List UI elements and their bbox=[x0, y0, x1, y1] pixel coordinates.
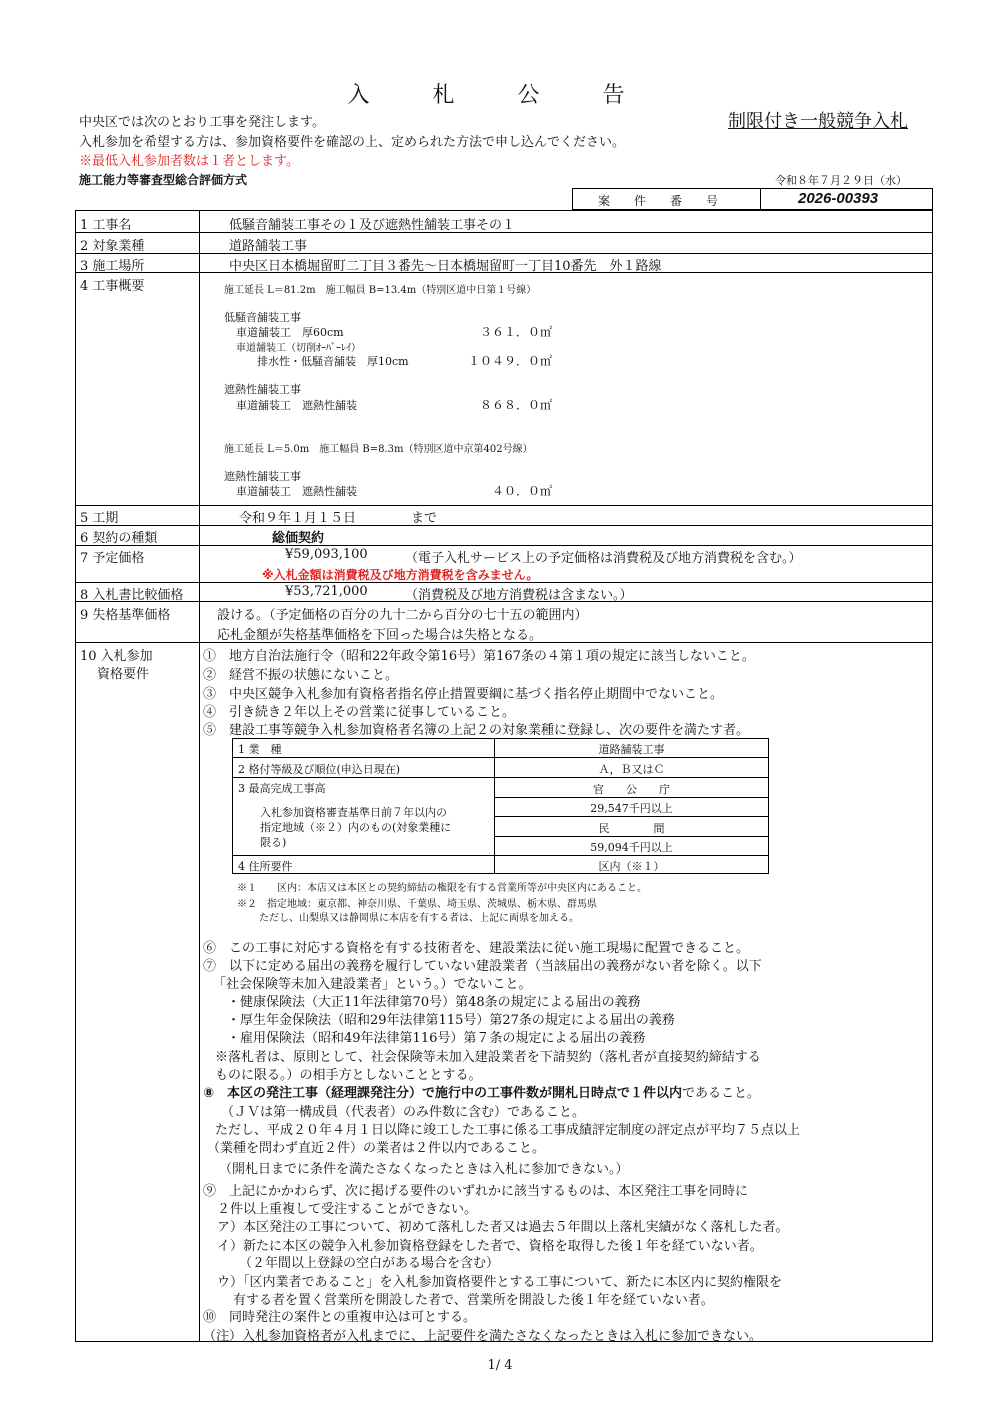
requirement-item: ④ 引き続き２年以上その営業に従事していること。 bbox=[203, 705, 516, 720]
overview-line: 車道舗装工 遮熱性舗装 bbox=[236, 399, 357, 412]
requirement-item: ものに限る。）の相手方としないこととする。 bbox=[215, 1068, 482, 1083]
page-number: 1/ 4 bbox=[487, 1358, 513, 1373]
row-label-disqualification: 9 失格基準価格 bbox=[80, 608, 171, 623]
overview-line: 車道舗装工（切削ｵｰﾊﾞｰﾚｲ） bbox=[236, 343, 361, 354]
requirement-item: ⑥ この工事に対応する資格を有する技術者を、建設業法に従い施工現場に配置できること。 bbox=[203, 941, 750, 956]
comparison-price-note: （消費税及び地方消費税は含まない。） bbox=[405, 588, 633, 603]
requirement-item: ウ）「区内業者であること」を入札参加資格要件とする工事について、新たに本区内に契約権限を bbox=[217, 1275, 782, 1290]
requirement-item: （注）入札参加資格者が入札までに、上記要件を満たさなくなったときは入札に参加できない。 bbox=[203, 1329, 763, 1344]
period-suffix: まで bbox=[411, 511, 438, 526]
bid-type: 制限付き一般競争入札 bbox=[728, 111, 908, 132]
disqualification-line-2: 応札金額が失格基準価格を下回った場合は失格となる。 bbox=[217, 628, 543, 643]
evaluation-method: 施工能力等審査型総合評価方式 bbox=[79, 173, 248, 187]
row-label-qualification-2: 資格要件 bbox=[97, 667, 150, 682]
overview-qty: ８６８．０㎡ bbox=[480, 398, 553, 412]
overview-line: 排水性・低騒音舗装 厚10cm bbox=[257, 355, 409, 368]
overview-line: 施工延長 L＝81.2m 施工幅員 B=13.4m（特別区道中日第１号線） bbox=[224, 285, 537, 296]
overview-line: 車道舗装工 遮熱性舗装 bbox=[236, 485, 357, 498]
qual-cell: 3 最高完成工事高 bbox=[238, 782, 326, 795]
industry: 道路舗装工事 bbox=[229, 239, 308, 254]
case-number-value: 2026-00393 bbox=[798, 190, 879, 207]
overview-qty: ３６１．０㎡ bbox=[480, 325, 553, 339]
requirement-item: ・健康保険法（大正11年法律第70号）第48条の規定による届出の義務 bbox=[227, 995, 641, 1010]
intro-line-2: 入札参加を希望する方は、参加資格要件を確認の上、定められた方法で申し込んでください。 bbox=[79, 135, 626, 150]
comparison-price: ¥53,721,000 bbox=[285, 584, 368, 599]
requirement-item: イ）新たに本区の競争入札参加資格登録をした者で、資格を取得した後１年を経ていない者。 bbox=[217, 1239, 763, 1254]
requirement-item: ⑦ 以下に定める届出の義務を履行していない建設業者（当該届出の義務がない者を除く。以下 bbox=[203, 959, 762, 974]
intro-note: ※最低入札参加者数は１者とします。 bbox=[79, 154, 299, 169]
requirement-item: 有する者を置く営業所を開設した者で、営業所を開設した後１年を経ていない者。 bbox=[233, 1293, 714, 1308]
qual-value: 29,547千円以上 bbox=[590, 802, 673, 815]
qual-note: ただし、山梨県又は静岡県に本店を有する者は、上記に両県を加える。 bbox=[259, 913, 579, 924]
requirement-item: 「社会保険等未加入建設業者」という。）でないこと。 bbox=[213, 977, 532, 992]
qual-note: ※２ 指定地域：東京都、神奈川県、千葉県、埼玉県、茨城県、栃木県、群馬県 bbox=[237, 899, 597, 910]
requirement-item: ・雇用保険法（昭和49年法律第116号）第７条の規定による届出の義務 bbox=[227, 1031, 646, 1046]
overview-line: 施工延長 L＝5.0m 施工幅員 B=8.3m（特別区道中京第402号線） bbox=[224, 444, 533, 455]
row-label-comparison-price: 8 入札書比較価格 bbox=[80, 588, 184, 603]
requirement-item: ⑨ 上記にかかわらず、次に掲げる要件のいずれかに該当するものは、本区発注工事を同時に bbox=[203, 1184, 748, 1199]
overview-line: 遮熱性舗装工事 bbox=[224, 470, 301, 483]
row-label-industry: 2 対象業種 bbox=[80, 239, 145, 254]
overview-qty: １０４９．０㎡ bbox=[468, 354, 553, 368]
contract-type: 総価契約 bbox=[272, 531, 325, 546]
row-label-overview: 4 工事概要 bbox=[80, 279, 145, 294]
location: 中央区日本橋堀留町二丁目３番先～日本橋堀留町一丁目10番先 外１路線 bbox=[229, 259, 662, 274]
requirement-item: ・厚生年金保険法（昭和29年法律第115号）第27条の規定による届出の義務 bbox=[227, 1013, 675, 1028]
requirement-item: ア）本区発注の工事について、初めて落札した者又は過去５年間以上落札実績がなく落札した者。 bbox=[217, 1220, 789, 1235]
row-label-location: 3 施工場所 bbox=[80, 259, 145, 274]
overview-line: 車道舗装工 厚60cm bbox=[236, 326, 344, 339]
construction-name: 低騒音舗装工事その１及び遮熱性舗装工事その１ bbox=[229, 218, 516, 233]
qual-cell: 2 格付等級及び順位(申込日現在) bbox=[238, 763, 401, 776]
requirement-item-8-rest: であること。 bbox=[682, 1086, 761, 1101]
tax-note: ※入札金額は消費税及び地方消費税を含みません。 bbox=[262, 568, 539, 582]
qual-value: 民 間 bbox=[598, 822, 665, 835]
qual-value: 道路舗装工事 bbox=[598, 743, 665, 756]
qual-value: 59,094千円以上 bbox=[590, 841, 673, 854]
qual-cell: 指定地域（※２）内のもの(対象業種に bbox=[260, 821, 452, 834]
overview-line: 低騒音舗装工事 bbox=[224, 311, 301, 324]
qual-value: Ａ，Ｂ又はＣ bbox=[598, 763, 665, 776]
period: 令和９年１月１５日 bbox=[239, 511, 357, 526]
row-label-estimated-price: 7 予定価格 bbox=[80, 551, 145, 566]
requirement-item: ※落札者は、原則として、社会保険等未加入建設業者を下請契約（落札者が直接契約締結する bbox=[215, 1050, 761, 1065]
requirement-item: ⑤ 建設工事等競争入札参加資格者名簿の上記２の対象業種に登録し、次の要件を満たす者。 bbox=[203, 723, 750, 738]
case-number-label: 案 件 番 号 bbox=[598, 194, 719, 208]
requirement-item: ③ 中央区競争入札参加有資格者指名停止措置要綱に基づく指名停止期間中でないこと。 bbox=[203, 687, 724, 702]
requirement-item: （２年間以上登録の空白がある場合を含む） bbox=[239, 1256, 500, 1271]
overview-qty: ４０．０㎡ bbox=[492, 484, 553, 498]
requirement-item-8-bold: ⑧ 本区の発注工事（経理課発注分）で施行中の工事件数が開札日時点で１件以内 bbox=[203, 1086, 683, 1101]
row-label-contract-type: 6 契約の種類 bbox=[80, 531, 158, 546]
overview-line: 遮熱性舗装工事 bbox=[224, 383, 301, 396]
page-title: 入 札 公 告 bbox=[347, 83, 653, 108]
requirement-item: ① 地方自治法施行令（昭和22年政令第16号）第167条の４第１項の規定に該当しないこと。 bbox=[203, 649, 755, 664]
publish-date: 令和８年７月２９日（水） bbox=[775, 174, 907, 187]
qual-value: 区内（※１） bbox=[598, 860, 665, 873]
requirement-item: ２件以上重複して受注することができない。 bbox=[217, 1202, 478, 1217]
row-label-construction-name: 1 工事名 bbox=[80, 218, 132, 233]
qual-cell: 1 業 種 bbox=[238, 743, 282, 756]
intro-line-1: 中央区では次のとおり工事を発注します。 bbox=[79, 115, 325, 130]
qual-note: ※１ 区内：本店又は本区との契約締結の権限を有する営業所等が中央区内にあること。 bbox=[237, 883, 647, 894]
estimated-price-note: （電子入札サービス上の予定価格は消費税及び地方消費税を含む。） bbox=[405, 551, 802, 566]
disqualification-line-1: 設ける。（予定価格の百分の九十二から百分の七十五の範囲内） bbox=[217, 608, 588, 623]
requirement-item: ただし、平成２０年４月１日以降に竣工した工事に係る工事成績評定制度の評定点が平均７５点以上 bbox=[215, 1123, 801, 1138]
estimated-price: ¥59,093,100 bbox=[285, 547, 368, 562]
requirement-item: （ＪＶは第一構成員（代表者）のみ件数に含む）であること。 bbox=[221, 1105, 586, 1120]
qual-cell: 入札参加資格審査基準日前７年以内の bbox=[260, 806, 447, 819]
requirement-item-8 bbox=[203, 1082, 760, 1101]
requirement-item: ② 経営不振の状態にないこと。 bbox=[203, 668, 399, 683]
qual-cell: 限る) bbox=[260, 836, 287, 849]
qual-cell: 4 住所要件 bbox=[238, 860, 293, 873]
requirement-item: （業種を問わず直近２件）の業者は２件以内であること。 bbox=[207, 1141, 546, 1156]
qual-value: 官 公 庁 bbox=[593, 783, 670, 796]
requirement-item: ⑩ 同時発注の案件との重複申込は可とする。 bbox=[203, 1310, 477, 1325]
row-label-qualification: 10 入札参加 bbox=[80, 649, 153, 664]
requirement-item: （開札日までに条件を満たさなくなったときは入札に参加できない。） bbox=[219, 1162, 629, 1177]
row-label-period: 5 工期 bbox=[80, 511, 119, 526]
